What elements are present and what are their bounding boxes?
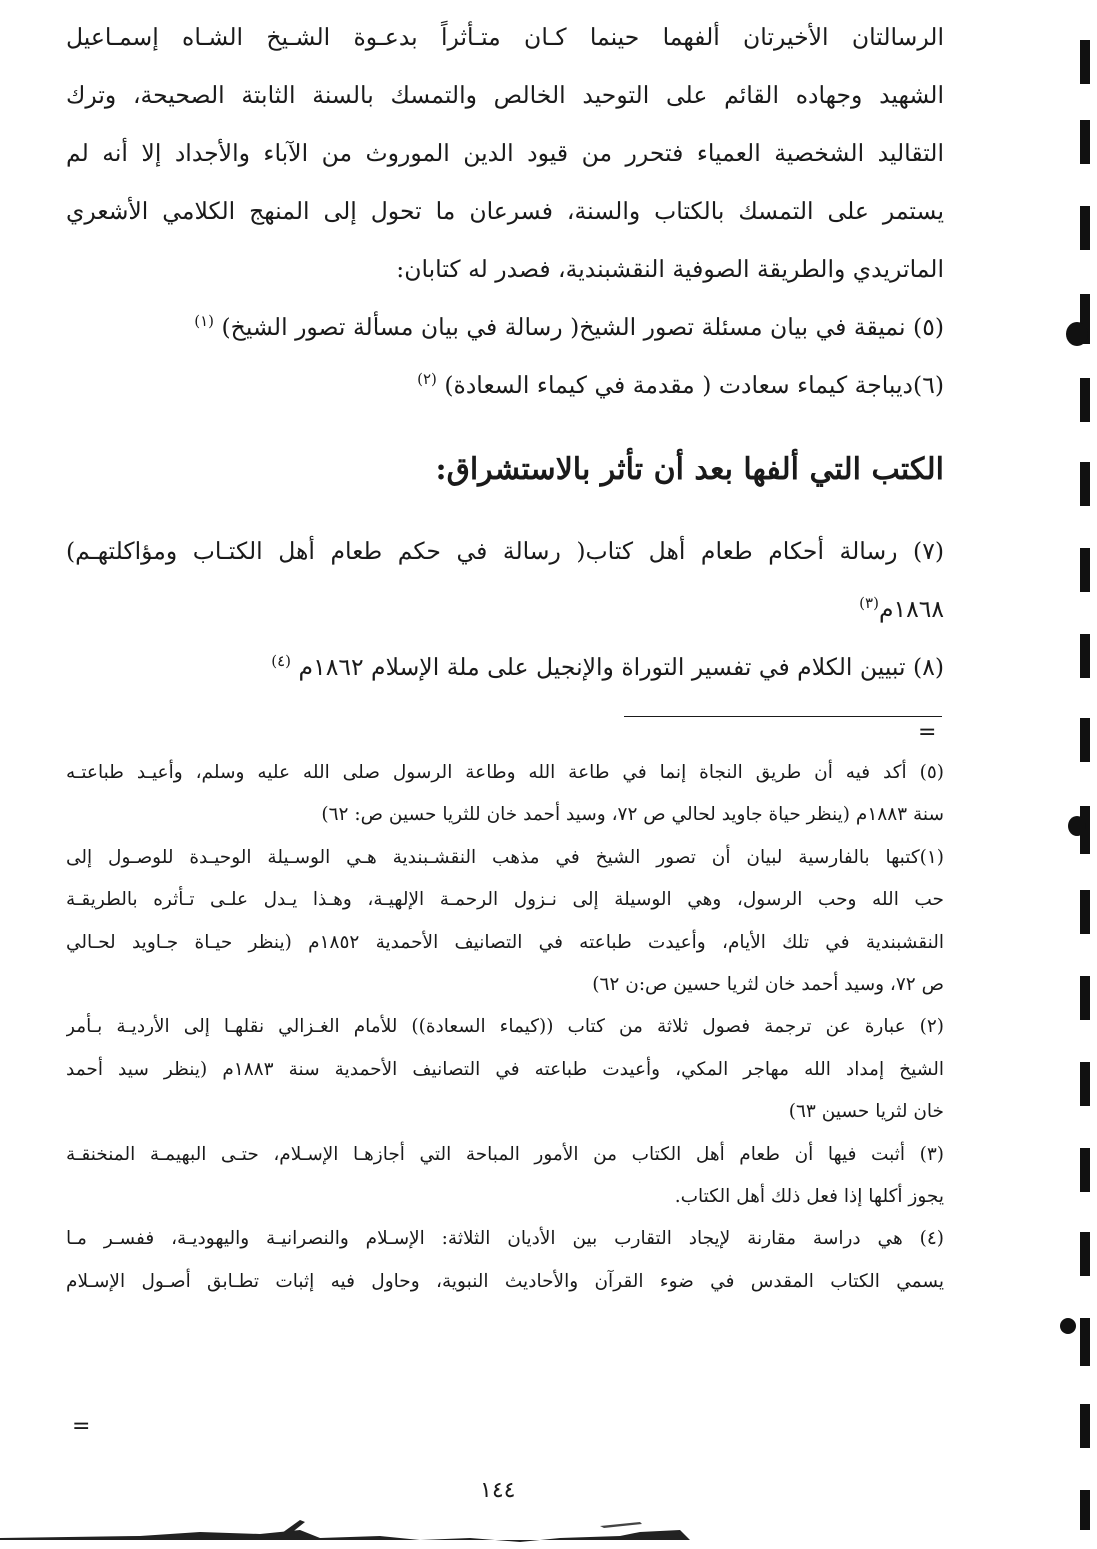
footnote-line: (٣) أثبت فيها أن طعام أهل الكتاب من الأمور المباحة التي أجازهـا الإسـلام، حتـى البهيمـة المنخنقـة [66,1143,944,1165]
footnote-line: سنة ١٨٨٣م (ينظر حياة جاويد لحالي ص ٧٢، وسيد أحمد خان للثريا حسين ص: ٦٢) [321,804,944,826]
scan-mark [1080,1148,1090,1192]
scan-mark [1068,816,1086,836]
footnote-line: (٥) أكد فيه أن طريق النجاة إنما في طاعة الله وطاعة الرسول صلى الله عليه وسلم، وأعيـد طباعتـه [66,762,944,783]
continuation-mark: = [72,1414,91,1439]
footnote-line: (٢) عبارة عن ترجمة فصول ثلاثة من كتاب ((كيماء السعادة)) للأمام الغـزالي نقلهـا إلى الأرديـة بـأمر [66,1016,944,1038]
scan-mark [1080,1062,1090,1106]
book-item-text: (٧) رسالة أحكام طعام أهل كتاب( رسالة في حكم طعام أهل الكتـاب ومؤاكلتهـم) [66,537,944,565]
scan-mark [1066,322,1088,346]
book-item [66,298,944,356]
scan-mark [1080,378,1090,422]
footnote-reference: (١) [194,312,215,331]
scan-mark [1080,1318,1090,1366]
paragraph-line: التقاليد الشخصية العمياء فتحرر من قيود الدين الموروث من الآباء والأجداد إلا أنه لم [66,139,944,167]
footnote-line: الشيخ إمداد الله مهاجر المكي، وأعيدت طباعته في التصانيف الأحمدية سنة ١٨٨٣م (ينظر سيد أحمد [66,1058,944,1080]
footnote-line: خان لثريا حسين ٦٣) [788,1101,944,1123]
footnote-line: ص ٧٢، وسيد أحمد خان لثريا حسين ص:ن ٦٢) [592,974,944,996]
footnote-line: يسمي الكتاب المقدس في ضوء القرآن والأحاديث النبوية، وحاول فيه إثبات تطـابق أصـول الإسـلام [66,1270,944,1292]
paragraph-line: الرسالتان الأخيرتان ألفهما حينما كـان متـأثراً بدعـوة الشـيخ الشـاه إسمـاعيل [66,23,944,51]
page-number: ١٤٤ [480,1478,516,1503]
paragraph-line: يستمر على التمسك بالكتاب والسنة، فسرعان ما تحول إلى المنهج الكلامي الأشعري [66,197,944,225]
scan-mark [1080,976,1090,1020]
footnote-line: النقشبندية في تلك الأيام، وأعيدت طباعته في التصانيف الأحمدية ١٨٥٢م (ينظر حيـاة جـاويد لحـالي [66,931,944,953]
section-heading: الكتب التي ألفها بعد أن تأثر بالاستشراق: [435,452,944,487]
scan-mark [1060,1318,1076,1334]
footnote-reference: (٢) [417,370,437,389]
paragraph-line: الشهيد وجهاده القائم على التوحيد الخالص والتمسك بالسنة الثابتة الصحيحة، وترك [66,81,944,109]
book-item-text: ١٨٦٨م [878,595,944,623]
scan-mark [1080,1404,1090,1448]
footnote-divider [624,716,942,717]
scan-bottom-edge [0,1500,1097,1549]
footnote-reference: (٣) [859,594,879,613]
scan-mark [1080,40,1090,84]
scan-mark [1080,1232,1090,1276]
footnote-line: (٤) هي دراسة مقارنة لإيجاد التقارب بين الأديان الثلاثة: الإسـلام والنصرانيـة واليهوديـة، ففسـر مـا [66,1228,944,1250]
scan-mark [1080,548,1090,592]
book-item-continuation [66,580,944,638]
footnote-line: حب الله وحب الرسول، وهي الوسيلة إلى نـزول الرحمـة الإلهيـة، وهـذا يـدل علـى تـأثره بالطريقـة [66,889,944,911]
scan-mark [1080,890,1090,934]
book-item [66,356,944,414]
scan-mark [1080,634,1090,678]
paragraph-line: الماتريدي والطريقة الصوفية النقشبندية، فصدر له كتابان: [396,255,944,283]
book-item-text: (٨) تبيين الكلام في تفسير التوراة والإنجيل على ملة الإسلام ١٨٦٢م [298,653,944,681]
scan-mark [1080,462,1090,506]
footnote-reference: (٤) [271,652,292,671]
scan-mark [1080,718,1090,762]
continuation-mark: = [918,720,937,745]
footnotes [66,752,944,1303]
book-item [66,638,944,696]
scan-mark [1080,206,1090,250]
main-text [66,8,944,696]
footnote-line: (١)كتبها بالفارسية لبيان أن تصور الشيخ في مذهب النقشـبندية هـي الوسـيلة الوحيـدة للوصـول إلى [66,846,944,868]
book-item [66,522,944,580]
book-item-text: (٦)ديباجة كيماء سعادت ( مقدمة في كيماء السعادة) [444,371,944,399]
scan-mark [1080,120,1090,164]
book-item-text: (٥) نميقة في بيان مسئلة تصور الشيخ( رسالة في بيان مسألة تصور الشيخ) [221,313,944,341]
footnote-line: يجوز أكلها إذا فعل ذلك أهل الكتاب. [674,1186,944,1208]
